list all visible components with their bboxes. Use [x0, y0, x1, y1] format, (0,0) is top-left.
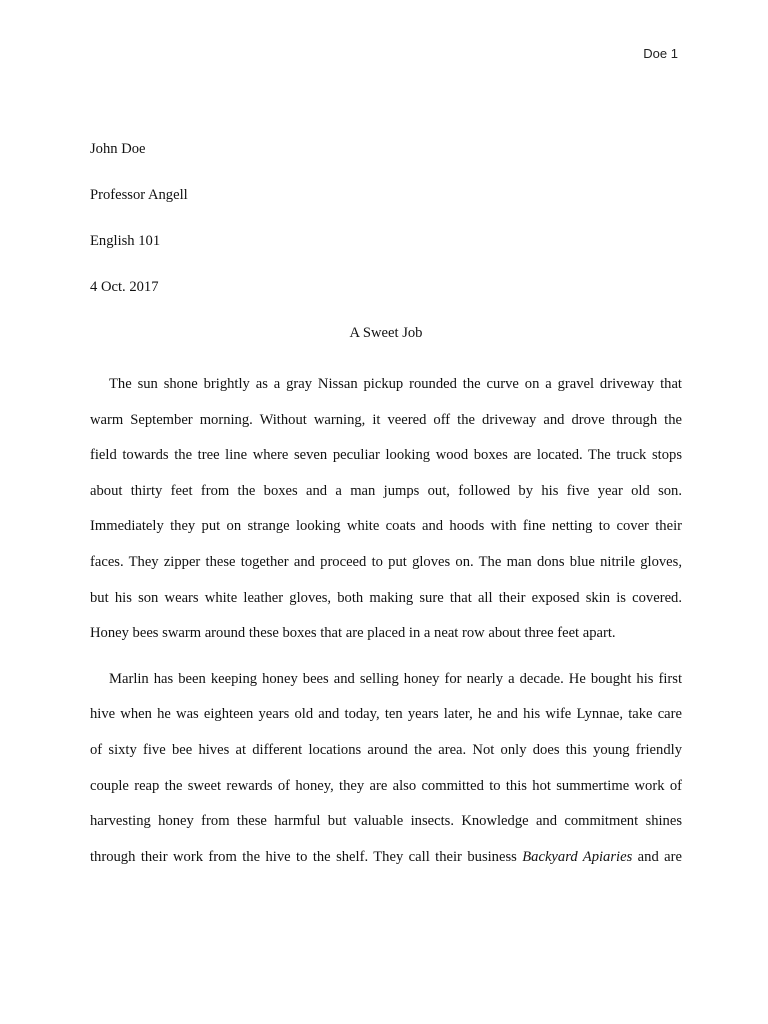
final-line-text: through their work from the hive to the shelf. They call their business	[90, 848, 523, 865]
final-line-text-end: and are	[632, 848, 682, 865]
paragraph-line: couple reap the sweet rewards of honey, they are also committed to this hot summertime work of	[90, 777, 682, 794]
paragraph-line: The sun shone brightly as a gray Nissan pickup rounded the curve on a gravel driveway that	[109, 376, 682, 392]
paragraph-line-final	[90, 840, 682, 876]
paragraph-line: harvesting honey from these harmful but valuable insects. Knowledge and commitment shines	[90, 813, 682, 830]
business-name: Backyard Apiaries	[522, 848, 633, 865]
paragraph-line: Immediately they put on strange looking white coats and hoods with fine netting to cover their	[90, 518, 682, 535]
paragraph-line: warm September morning. Without warning, it veered off the driveway and drove through the	[90, 411, 682, 428]
document-title: A Sweet Job	[349, 325, 423, 341]
professor-name: Professor Angell	[90, 187, 188, 203]
paragraph-line: Marlin has been keeping honey bees and selling honey for nearly a decade. He bought his first	[109, 670, 682, 687]
paragraph-line: field towards the tree line where seven peculiar looking wood boxes are located. The truck stops	[90, 447, 682, 464]
course-name: English 101	[90, 233, 161, 249]
document-body	[90, 137, 682, 885]
paragraph-line: about thirty feet from the boxes and a man jumps out, followed by his five year old son.	[90, 482, 682, 499]
paragraph-1	[90, 367, 682, 652]
paragraph-2	[90, 662, 682, 876]
paragraph-line: hive when he was eighteen years old and today, ten years later, he and his wife Lynnae, take care	[90, 706, 682, 723]
author-name: John Doe	[90, 141, 146, 157]
paragraph-line: Honey bees swarm around these boxes that are placed in a neat row about three feet apart.	[90, 625, 616, 642]
paragraph-line: faces. They zipper these together and proceed to put gloves on. The man dons blue nitrile gloves,	[90, 553, 682, 570]
running-head: Doe 1	[643, 46, 678, 61]
paragraph-line: but his son wears white leather gloves, both making sure that all their exposed skin is covered.	[90, 589, 682, 606]
document-date: 4 Oct. 2017	[90, 279, 159, 295]
paragraph-line: of sixty five bee hives at different locations around the area. Not only does this young friendly	[90, 741, 682, 758]
